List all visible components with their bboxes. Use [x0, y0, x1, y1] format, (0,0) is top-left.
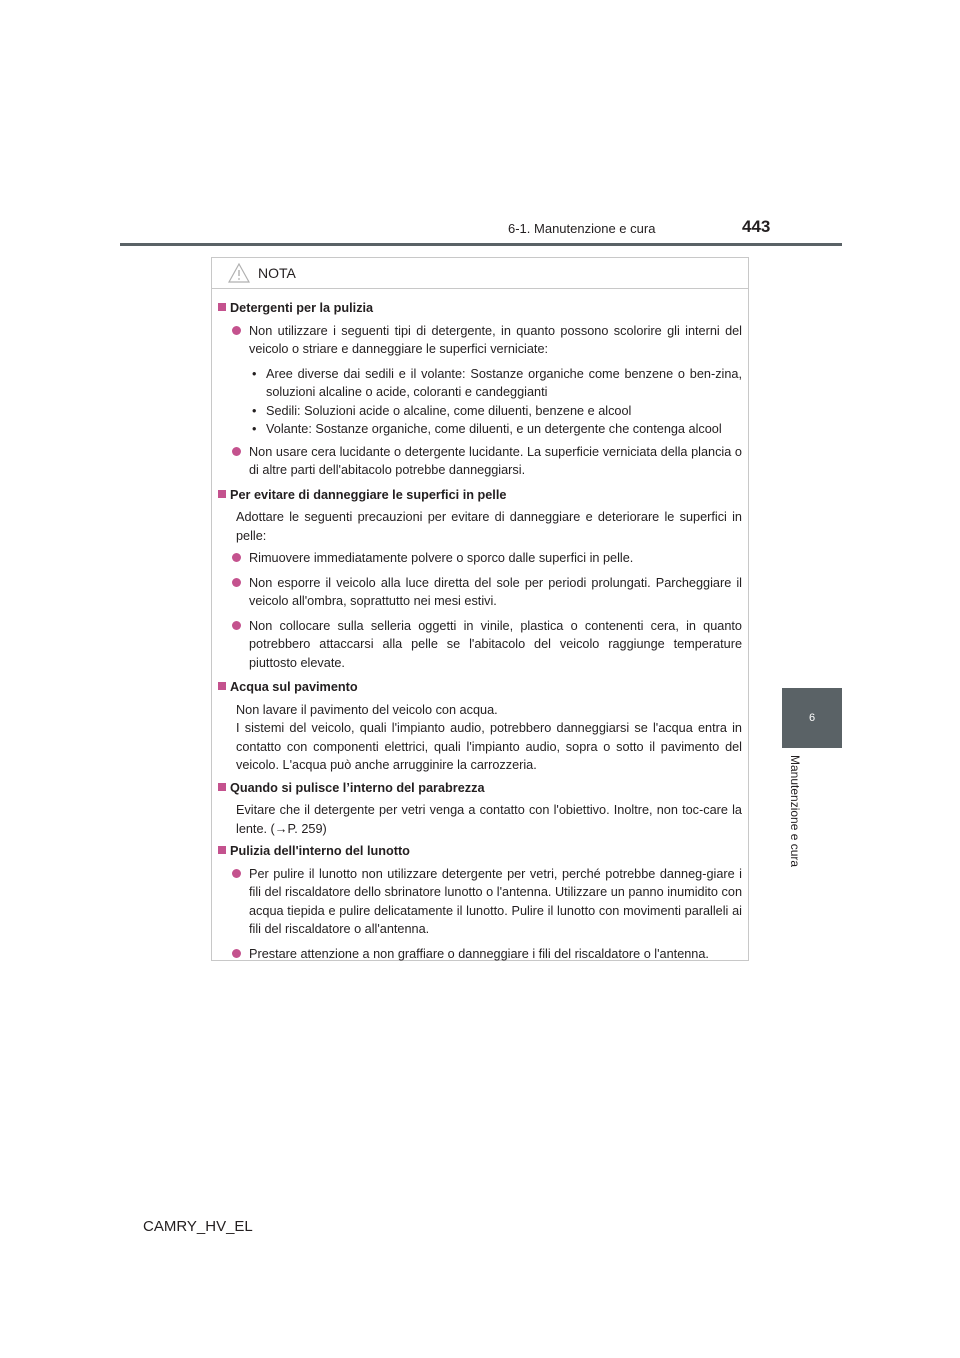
chapter-tab-number: 6 [808, 712, 816, 724]
sub-item [252, 420, 742, 439]
section-heading-text: Quando si pulisce l’interno del parabrezza [230, 780, 485, 795]
section-heading-text: Pulizia dell'interno del lunotto [230, 844, 410, 858]
section-detergents [218, 299, 742, 480]
dot-bullet-icon [232, 553, 241, 562]
square-bullet-icon [218, 490, 226, 498]
sub-item [252, 402, 742, 421]
section-heading-text: Acqua sul pavimento [230, 680, 358, 694]
section-windshield [218, 779, 742, 839]
paragraph-line: Non lavare il pavimento del veicolo con acqua. [236, 702, 498, 717]
list-item-text: Prestare attenzione a non graffiare o danneggiare i fili del riscaldatore o l'antenna. [249, 946, 709, 961]
header-rule [120, 243, 842, 246]
section-rear-window [218, 842, 742, 963]
sub-item [252, 365, 742, 402]
section-floor-water [218, 678, 742, 775]
paragraph-line: I sistemi del veicolo, quali l'impianto audio, potrebbero danneggiarsi se l'acqua entra in contatto con componenti elettrici, quali l'impianto audio, sopra o sotto il pavimento del veicolo. L'acqua può anche arrugginire la carrozzeria. [236, 721, 742, 772]
section-heading [218, 779, 742, 798]
nota-title: NOTA [258, 265, 296, 281]
square-bullet-icon [218, 783, 226, 791]
warning-triangle-icon [228, 263, 250, 283]
nota-header [212, 258, 748, 289]
list-item [218, 865, 742, 939]
section-heading [218, 842, 742, 861]
list-item-text: Non collocare sulla selleria oggetti in vinile, plastica o contenenti cera, in quanto potrebbero attaccarsi alla pelle se l'abitacolo del veicolo raggiunge temperature piuttosto elevate. [249, 618, 742, 670]
page-number: 443 [742, 217, 771, 236]
section-paragraph: Evitare che il detergente per vetri venga a contatto con l'obiettivo. Inoltre, non toc-care la lente. (→P. 259) [236, 803, 742, 836]
list-item [218, 549, 742, 568]
square-bullet-icon [218, 846, 226, 854]
square-bullet-icon [218, 303, 226, 311]
dot-bullet-icon [232, 869, 241, 878]
sub-item-text: Sedili: Soluzioni acide o alcaline, come diluenti, benzene e alcool [266, 403, 632, 418]
dot-bullet-icon [232, 621, 241, 630]
sub-bullet-icon: • [252, 403, 257, 418]
section-leather [218, 486, 742, 673]
list-item-text: Non utilizzare i seguenti tipi di detergente, in quanto possono scolorire gli interni del veicolo o striare e danneggiare le superfici verniciate: [249, 323, 742, 356]
sub-bullet-icon: • [252, 422, 257, 436]
list-item-text: Non esporre il veicolo alla luce diretta del sole per periodi prolungati. Parcheggiare il veicolo all'ombra, soprattutto nei mesi estivi. [249, 575, 742, 608]
sub-item-text: Volante: Sostanze organiche, come diluenti, e un detergente che contenga alcool [266, 422, 722, 436]
list-item [218, 322, 742, 359]
sub-bullet-icon: • [252, 366, 257, 381]
section-paragraph [218, 701, 742, 775]
dot-bullet-icon [232, 447, 241, 456]
list-item [218, 945, 742, 964]
section-intro: Adottare le seguenti precauzioni per evitare di danneggiare e deteriorare le superfici in pelle: [236, 510, 742, 543]
square-bullet-icon [218, 682, 226, 690]
dot-bullet-icon [232, 326, 241, 335]
section-heading [218, 678, 742, 697]
nota-box [211, 257, 749, 961]
chapter-side-label: Manutenzione e cura [788, 755, 802, 868]
list-item-text: Non usare cera lucidante o detergente lucidante. La superficie verniciata della plancia o di altre parti dell'abitacolo potrebbe danneggiarsi. [249, 444, 742, 477]
list-item [218, 617, 742, 673]
nota-body [212, 289, 748, 963]
dot-bullet-icon [232, 578, 241, 587]
section-heading [218, 486, 742, 505]
list-item-text: Per pulire il lunotto non utilizzare detergente per vetri, perché potrebbe danneg-giare i fili del riscaldatore dello sbrinatore lunotto o l'antenna. Utilizzare un panno inumidito con acqua tiepida e pulire delicatamente il lunotto. Pulire il lunotto con movimenti paralleli ai fili del riscaldatore o all'antenna. [249, 866, 742, 936]
section-heading-text: Detergenti per la pulizia [230, 301, 374, 315]
header-section-title: 6-1. Manutenzione e cura [508, 221, 656, 236]
list-item-text: Rimuovere immediatamente polvere o sporco dalle superfici in pelle. [249, 551, 634, 565]
dot-bullet-icon [232, 949, 241, 958]
list-item [218, 574, 742, 611]
section-heading-text: Per evitare di danneggiare le superfici in pelle [230, 487, 507, 502]
list-item [218, 443, 742, 480]
section-heading [218, 299, 742, 318]
chapter-tab [782, 688, 842, 748]
sub-list [218, 365, 742, 439]
sub-item-text: Aree diverse dai sedili e il volante: Sostanze organiche come benzene o ben-zina, soluzioni alcaline o acide, coloranti e candeggianti [266, 366, 742, 399]
footer-model-code: CAMRY_HV_EL [143, 1218, 253, 1235]
